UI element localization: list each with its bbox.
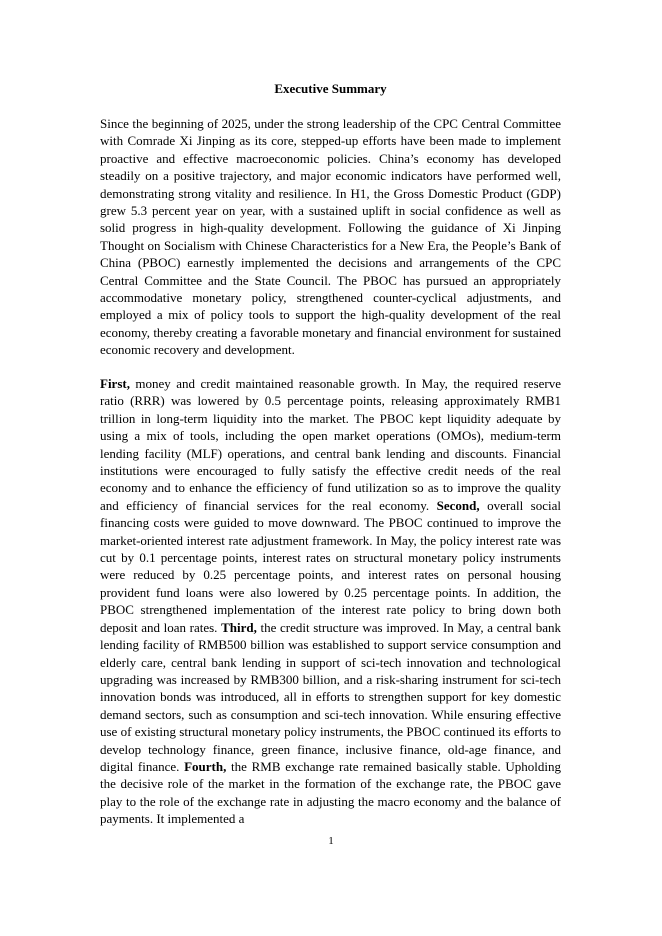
page-number: 1: [328, 835, 334, 847]
paragraph-overview: Since the beginning of 2025, under the strong leadership of the CPC Central Committee with Comrade Xi Jinping as its core, stepped-up efforts have been made to implement proactive and effective macroeconomic policies. China’s economy has developed steadily on a positive trajectory, and major economic indicators have performed well, demonstrating strong vitality and resilience. In H1, the Gross Domestic Product (GDP) grew 5.3 percent year on year, with a sustained uplift in social confidence as well as solid progress in high-quality development. Following the guidance of Xi Jinping Thought on Socialism with Chinese Characteristics for a New Era, the People’s Bank of China (PBOC) earnestly implemented the decisions and arrangements of the CPC Central Committee and the State Council. The PBOC has pursued an appropriately accommodative monetary policy, strengthened counter-cyclical adjustments, and employed a mix of policy tools to support the high-quality development of the real economy, thereby creating a favorable monetary and financial environment for sustained economic recovery and development.: [100, 116, 561, 358]
text-second: overall social financing costs were guided to move downward. The PBOC continued to improve the market-oriented interest rate adjustment framework. In May, the policy interest rate was cut by 0.1 percentage points, interest rates on structural monetary policy instruments were reduced by 0.25 percentage points, and interest rates on personal housing provident fund loans were also lowered by 0.25 percentage points. In addition, the PBOC strengthened implementation of the interest rate policy to bring down both deposit and loan rates.: [100, 497, 561, 635]
lead-fourth: Fourth,: [184, 758, 227, 774]
text-fourth: the RMB exchange rate remained basically stable. Upholding the decisive role of the market in the formation of the exchange rate, the PBOC gave play to the role of the exchange rate in adjusting the macro economy and the balance of payments. It implemented a: [100, 758, 561, 827]
lead-second: Second,: [436, 497, 480, 513]
text-first: money and credit maintained reasonable growth. In May, the required reserve ratio (RRR) was lowered by 0.5 percentage points, releasing approximately RMB1 trillion in long-term liquidity into the market. The PBOC kept liquidity adequate by using a mix of tools, including the open market operations (OMOs), medium-term lending facility (MLF) operations, and central bank lending and discounts. Financial institutions were encouraged to fully satisfy the effective credit needs of the real economy and to enhance the efficiency of fund utilization so as to improve the quality and efficiency of financial services for the real economy.: [100, 376, 561, 513]
lead-first: First,: [100, 376, 130, 391]
page-title: Executive Summary: [274, 81, 387, 96]
paragraph-policy-measures: [100, 375, 561, 828]
lead-third: Third,: [221, 619, 257, 635]
text-third: the credit structure was improved. In May, a central bank lending facility of RMB500 billion was established to support service consumption and elderly care, central bank lending in support of sci-tech innovation and technological upgrading was increased by RMB300 billion, and a risk-sharing instrument for sci-tech innovation bonds was introduced, all in efforts to strengthen support for key domestic demand sectors, such as consumption and sci-tech innovation. While ensuring effective use of existing structural monetary policy instruments, the PBOC continued its efforts to develop technology finance, green finance, inclusive finance, old-age finance, and digital finance.: [100, 619, 561, 774]
